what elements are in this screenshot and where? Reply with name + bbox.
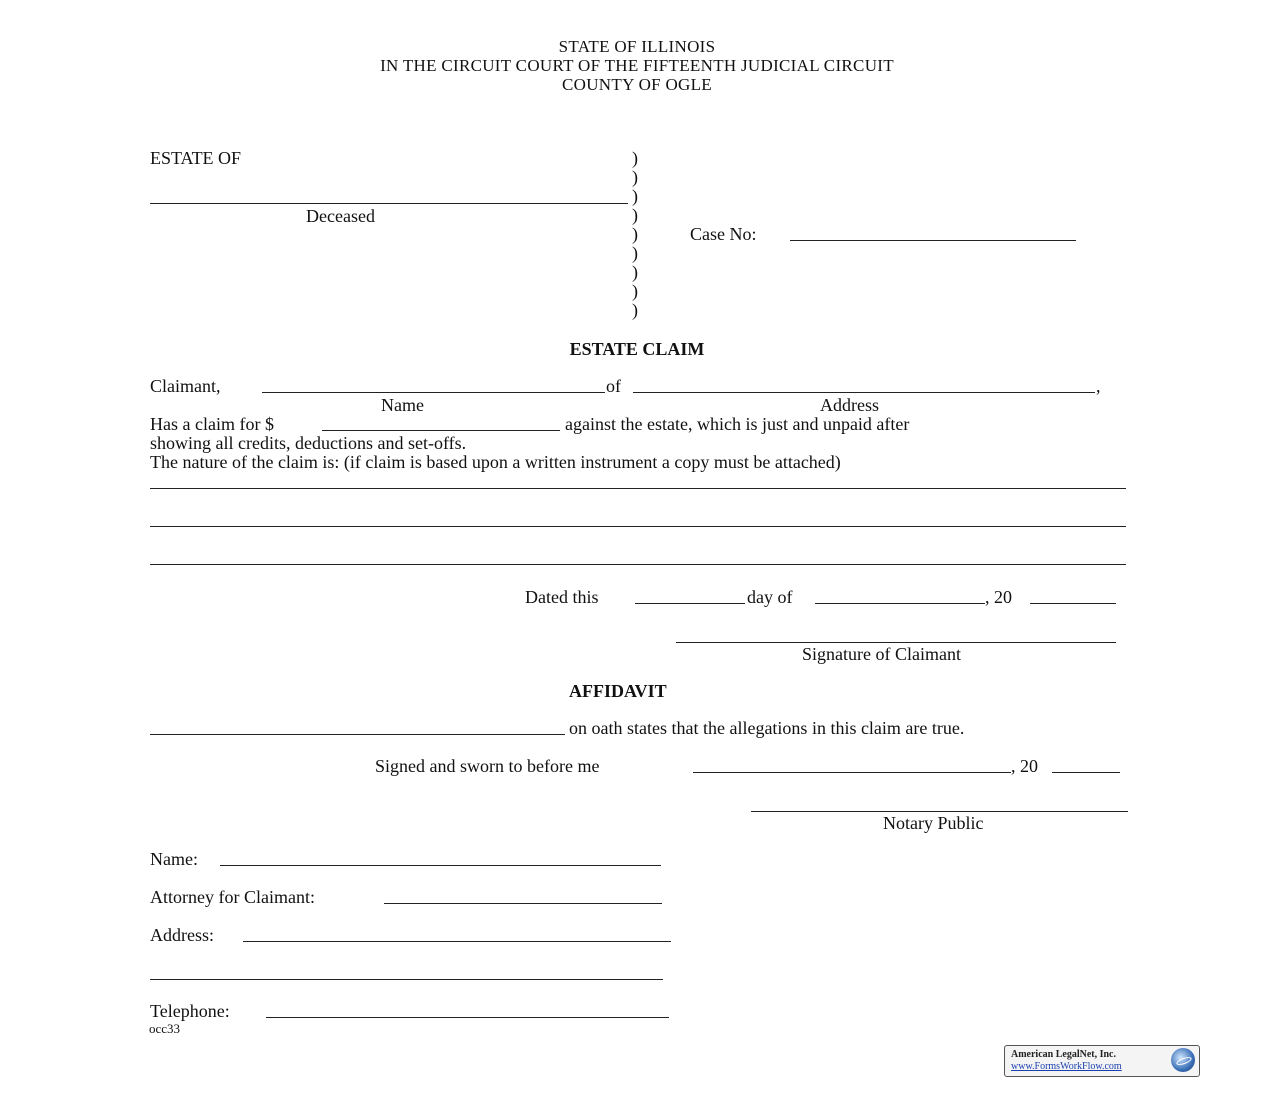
caption-paren: ) <box>632 300 638 320</box>
notary-public-label: Notary Public <box>883 813 984 833</box>
caption-paren: ) <box>632 186 638 206</box>
claimant-signature-line[interactable] <box>676 642 1116 643</box>
attorney-name-label: Name: <box>150 849 198 869</box>
telephone-label: Telephone: <box>150 1001 230 1021</box>
comma: , <box>1096 376 1101 396</box>
attorney-for-claimant-label: Attorney for Claimant: <box>150 887 315 907</box>
attorney-for-claimant-line[interactable] <box>384 903 662 904</box>
signed-sworn-label: Signed and sworn to before me <box>375 756 600 776</box>
claim-nature-line[interactable] <box>150 564 1126 565</box>
caption-paren: ) <box>632 281 638 301</box>
globe-icon <box>1171 1048 1195 1072</box>
caption-paren: ) <box>632 205 638 225</box>
form-code: occ33 <box>149 1021 181 1036</box>
caption-paren: ) <box>632 262 638 282</box>
forms-workflow-logo[interactable] <box>1004 1045 1200 1077</box>
nature-of-claim-text: The nature of the claim is: (if claim is based upon a written instrument a copy must be attached) <box>150 452 841 472</box>
of-label: of <box>606 376 621 396</box>
case-no-line[interactable] <box>790 240 1076 241</box>
claim-nature-line[interactable] <box>150 526 1126 527</box>
header-county: COUNTY OF OGLE <box>562 75 712 94</box>
case-no-label: Case No: <box>690 224 757 244</box>
form-title: ESTATE CLAIM <box>569 339 705 359</box>
attorney-address-line[interactable] <box>243 941 671 942</box>
telephone-line[interactable] <box>266 1017 669 1018</box>
affiant-name-line[interactable] <box>150 734 565 735</box>
caption-paren: ) <box>632 148 638 168</box>
claim-amount-line[interactable] <box>322 430 560 431</box>
name-label: Name <box>381 395 424 415</box>
year-prefix: , 20 <box>985 587 1012 607</box>
signature-of-claimant-label: Signature of Claimant <box>802 644 961 664</box>
estate-of-label: ESTATE OF <box>150 148 242 168</box>
claimant-label: Claimant, <box>150 376 221 396</box>
notary-signature-line[interactable] <box>751 811 1128 812</box>
claimant-name-line[interactable] <box>262 392 605 393</box>
claimant-address-line[interactable] <box>633 392 1095 393</box>
affidavit-title: AFFIDAVIT <box>569 681 667 701</box>
caption-paren: ) <box>632 243 638 263</box>
sworn-year-prefix: , 20 <box>1011 756 1038 776</box>
against-estate-text: against the estate, which is just and unpaid after <box>565 414 910 434</box>
sworn-date-line[interactable] <box>693 772 1011 773</box>
month-line[interactable] <box>815 603 985 604</box>
logo-company-name: American LegalNet, Inc. <box>1011 1049 1116 1060</box>
header-court: IN THE CIRCUIT COURT OF THE FIFTEENTH JUDICIAL CIRCUIT <box>380 56 894 75</box>
sworn-year-line[interactable] <box>1052 772 1120 773</box>
caption-paren: ) <box>632 224 638 244</box>
day-of-label: day of <box>747 587 793 607</box>
claim-nature-line[interactable] <box>150 488 1126 489</box>
year-line[interactable] <box>1030 603 1116 604</box>
decedent-name-line[interactable] <box>150 203 628 204</box>
attorney-address-label: Address: <box>150 925 214 945</box>
claim-amount-label: Has a claim for $ <box>150 414 274 434</box>
logo-url-link[interactable]: www.FormsWorkFlow.com <box>1011 1061 1122 1072</box>
header-state: STATE OF ILLINOIS <box>558 37 716 56</box>
oath-text: on oath states that the allegations in this claim are true. <box>569 718 965 738</box>
attorney-address-line-2[interactable] <box>150 979 663 980</box>
caption-paren: ) <box>632 167 638 187</box>
credits-text: showing all credits, deductions and set-offs. <box>150 433 467 453</box>
dated-this-label: Dated this <box>525 587 599 607</box>
attorney-name-line[interactable] <box>220 865 661 866</box>
day-line[interactable] <box>635 603 745 604</box>
address-label: Address <box>820 395 879 415</box>
deceased-label: Deceased <box>306 206 375 226</box>
